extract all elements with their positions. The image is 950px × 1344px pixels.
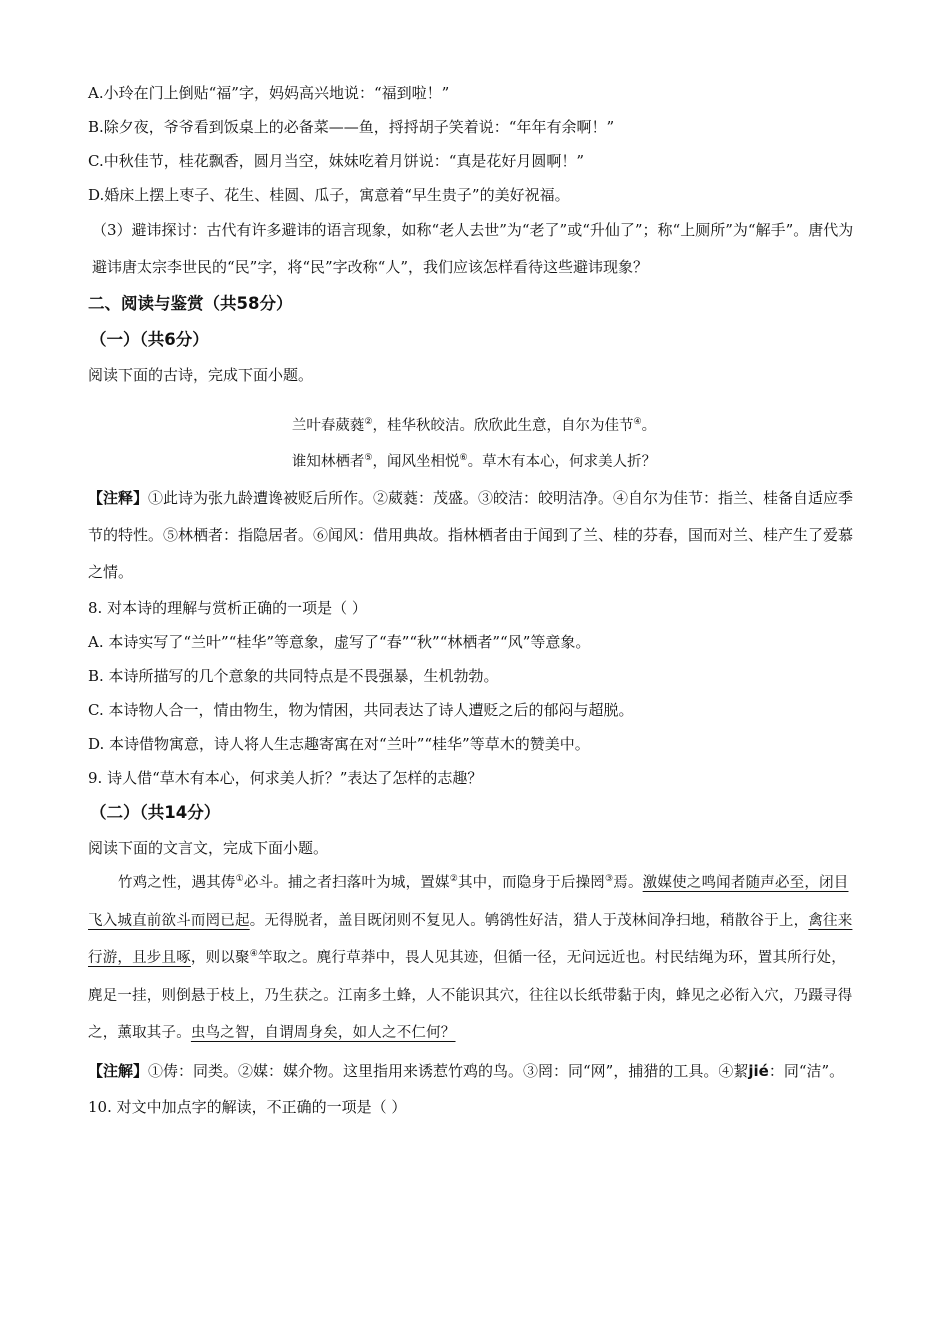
- question-8-option-a: A. 本诗实写了“兰叶”“桂华”等意象，虚写了“春”“秋”“林栖者”“风”等意象。: [88, 633, 591, 651]
- underlined-sentence-1: 激媒使之鸣闻者随声必至，闭目飞入城直前欲斗而罔已起: [88, 875, 849, 929]
- part2-title: （二）（共14分）: [90, 803, 221, 822]
- poem-line-1: 兰叶春葳蕤②，桂华秋皎洁。欣欣此生意，自尔为佳节④。: [291, 417, 657, 434]
- section-title: 二、阅读与鉴赏（共58分）: [88, 294, 293, 313]
- poem: [88, 408, 860, 480]
- option-b: B.除夕夜，爷爷看到饭桌上的必备菜——鱼，捋捋胡子笑着说：“年年有余啊！”: [88, 118, 615, 136]
- question-10: 10. 对文中加点字的解读，不正确的一项是（ ）: [88, 1097, 407, 1116]
- option-a: A.小玲在门上倒贴“福”字，妈妈高兴地说：“福到啦！”: [88, 84, 450, 102]
- poem-line-2: 谁知林栖者⑤，闻风坐相悦⑥。草木有本心，何求美人折？: [291, 453, 657, 470]
- question-taboo: （3）避讳探讨：古代有许多避讳的语言现象，如称“老人去世”为“老了”或“升仙了”；称“上厕所”为“解手”。唐代为避讳唐太宗李世民的“民”字，将“民”字改称“人”，我们应该怎样看待这些避讳现象？: [92, 221, 854, 276]
- part1-intro: 阅读下面的古诗，完成下面小题。: [88, 366, 314, 384]
- option-c: C.中秋佳节，桂花飘香，圆月当空，妹妹吃着月饼说：“真是花好月圆啊！”: [88, 152, 585, 170]
- classical-notes: 【注解】①俦：同类。②媒：媒介物。这里指用来诱惹竹鸡的鸟。③罔：同“网”，捕猎的工具。④絜jié：同“洁”。: [88, 1061, 845, 1080]
- question-8-option-c: C. 本诗物人合一，情由物生，物为情困，共同表达了诗人遭贬之后的郁闷与超脱。: [88, 701, 634, 719]
- classical-passage: 竹鸡之性，遇其俦①必斗。捕之者扫落叶为城，置媒②其中，而隐身于后操罔③焉。激媒使之鸣闻者随声必至，闭目飞入城直前欲斗而罔已起。无得脱者，盖目既闭则不复见人。鸲鹆性好洁，猎人于茂林间净扫地，稍散谷于上，禽往来行游，且步且啄，则以聚④竿取之。麂行草莽中，畏人见其迹，但循一径，无问远近也。村民结绳为环，置其所行处，麂足一挂，则倒悬于枝上，乃生获之。江南多土蜂，人不能识其穴，往往以长纸带黏于肉，蜂见之必衔入穴，乃蹑寻得之，薰取其子。虫鸟之智，自谓周身矣，如人之不仁何？: [88, 874, 853, 1041]
- underlined-sentence-2: 禽往来行游，且步且啄: [88, 912, 853, 966]
- question-8-stem: 8. 对本诗的理解与赏析正确的一项是（ ）: [88, 599, 367, 617]
- part1-title: （一）（共6分）: [90, 330, 209, 349]
- part2-intro: 阅读下面的文言文，完成下面小题。: [88, 839, 329, 857]
- question-9: 9. 诗人借“草木有本心，何求美人折？”表达了怎样的志趣？: [88, 769, 483, 787]
- question-8-option-d: D. 本诗借物寓意，诗人将人生志趣寄寓在对“兰叶”“桂华”等草木的赞美中。: [88, 735, 590, 753]
- underlined-sentence-3: 虫鸟之智，自谓周身矣，如人之不仁何？: [190, 1025, 456, 1041]
- poem-notes: 【注释】①此诗为张九龄遭谗被贬后所作。②葳蕤：茂盛。③皎洁：皎明洁净。④自尔为佳节：指兰、桂备自适应季节的特性。⑤林栖者：指隐居者。⑥闻风：借用典故。指林栖者由于闻到了兰、桂的芬春，国而对兰、桂产生了爱慕之情。: [88, 489, 854, 581]
- option-d: D.婚床上摆上枣子、花生、桂圆、瓜子，寓意着“早生贵子”的美好祝福。: [88, 186, 570, 204]
- question-8-option-b: B. 本诗所描写的几个意象的共同特点是不畏强暴，生机勃勃。: [88, 667, 499, 685]
